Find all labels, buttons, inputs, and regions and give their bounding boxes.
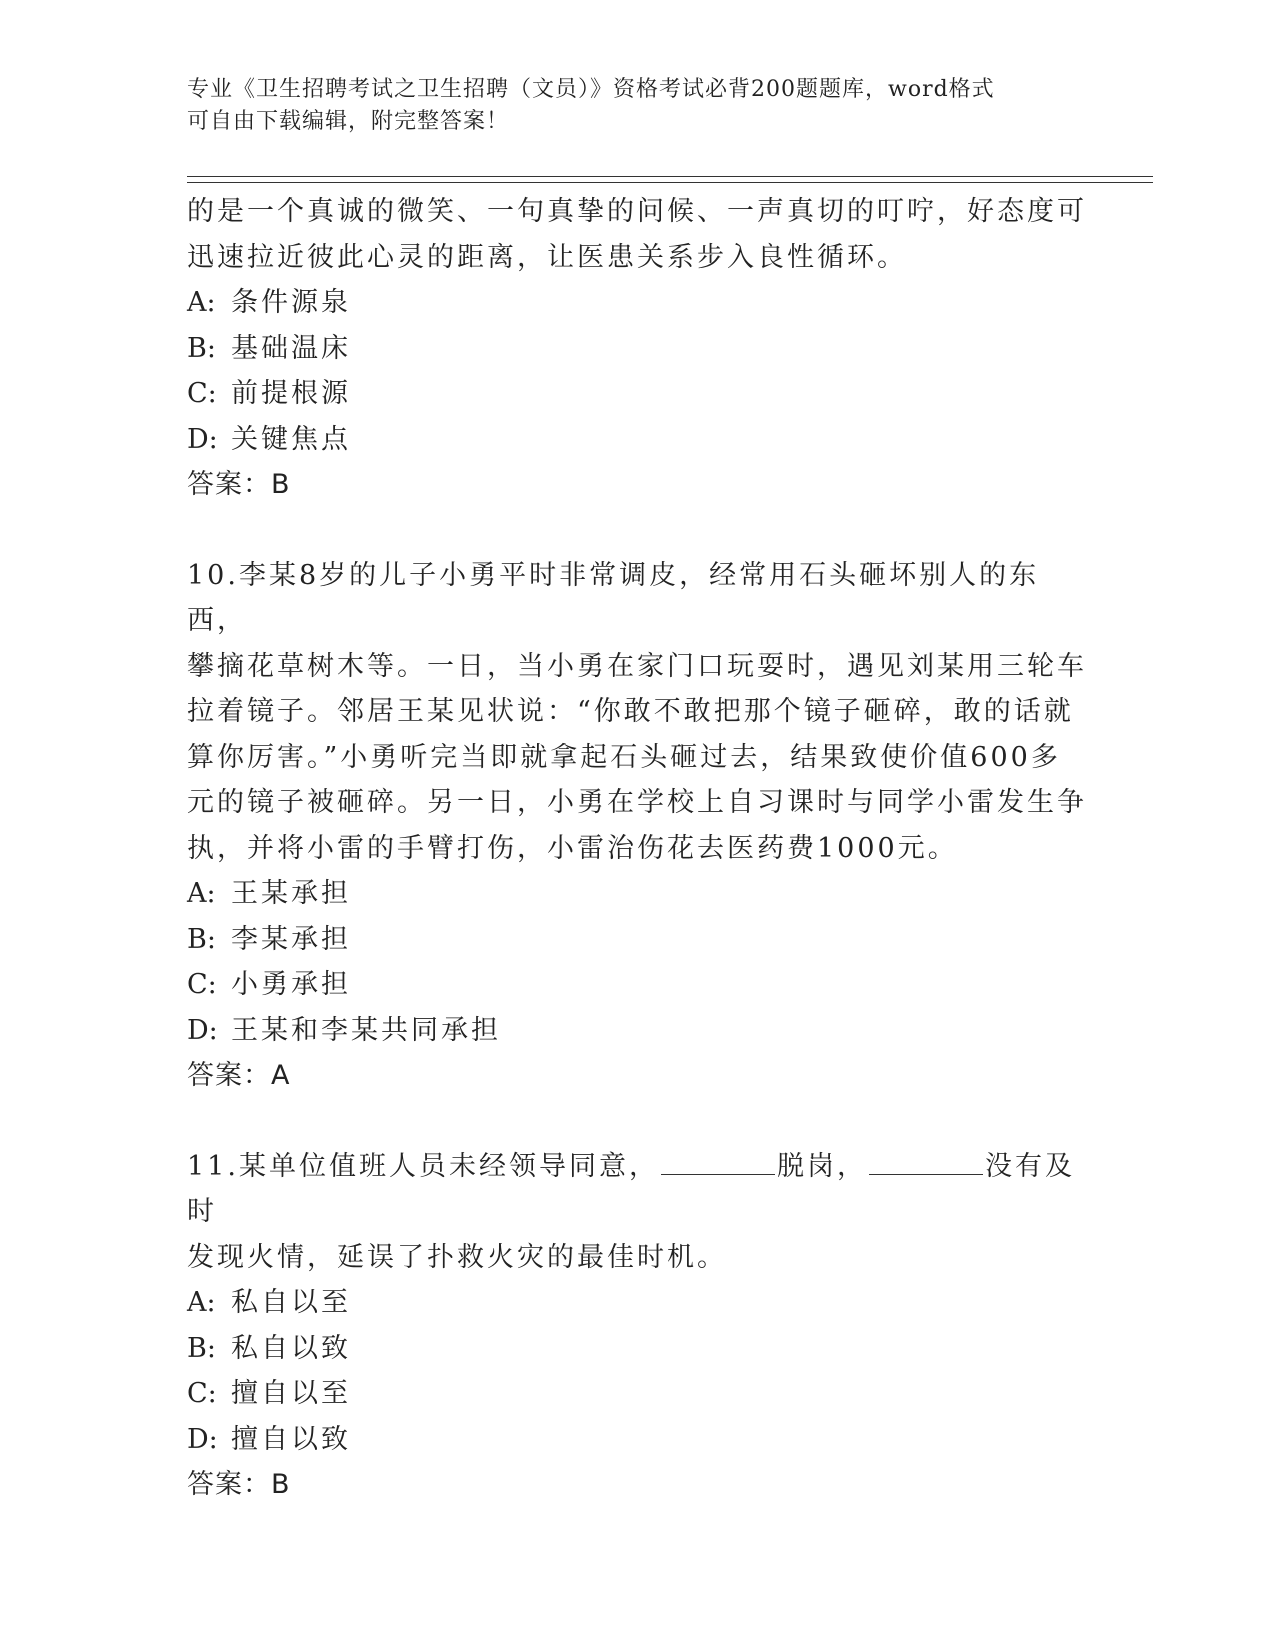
option-letter: A: <box>187 287 216 318</box>
option-text: 前提根源 <box>231 378 351 409</box>
option-a <box>187 871 1087 917</box>
option-letter: C: <box>187 1378 217 1409</box>
option-text: 关键焦点 <box>231 423 351 455</box>
option-letter: B: <box>187 332 216 364</box>
option-b <box>187 326 1087 372</box>
option-c <box>187 1371 1087 1417</box>
option-b <box>187 917 1087 963</box>
option-letter: B: <box>187 923 216 955</box>
fill-in-blank <box>869 1152 983 1175</box>
question-text-part: 脱岗， <box>776 1150 867 1182</box>
option-letter: A: <box>187 878 216 909</box>
option-text: 基础温床 <box>231 332 351 364</box>
option-b <box>187 1326 1087 1372</box>
question-text-line: 算你厉害。”小勇听完当即就拿起石头砸过去，结果致使价值600多 <box>187 741 1061 773</box>
question-text-line: 迅速拉近彼此心灵的距离，让医患关系步入良性循环。 <box>187 241 907 273</box>
question-text-part: 没有及时 <box>187 1150 1075 1227</box>
question-text-part: 11.某单位值班人员未经领导同意， <box>187 1150 659 1182</box>
option-text: 擅自以致 <box>231 1423 351 1455</box>
option-c <box>187 371 1087 417</box>
option-d <box>187 1008 1087 1054</box>
option-letter: C: <box>187 969 217 1000</box>
option-d <box>187 1417 1087 1463</box>
answer-line: 答案：B <box>187 1469 291 1500</box>
question-10 <box>187 553 1087 1099</box>
question-11 <box>187 1144 1087 1508</box>
option-d <box>187 417 1087 463</box>
header-title-line2: 可自由下载编辑，附完整答案！ <box>187 109 510 134</box>
header-title-line1: 专业《卫生招聘考试之卫生招聘（文员）》资格考试必背200题题库，word格式 <box>187 77 995 102</box>
question-text-line: 攀摘花草树木等。一日，当小勇在家门口玩耍时，遇见刘某用三轮车 <box>187 650 1087 682</box>
question-text-line: 拉着镜子。邻居王某见状说：“你敢不敢把那个镜子砸碎，敢的话就 <box>187 696 1074 727</box>
option-text: 小勇承担 <box>231 969 351 1000</box>
option-c <box>187 962 1087 1008</box>
option-letter: D: <box>187 423 218 455</box>
answer-line: 答案：B <box>187 469 291 500</box>
option-text: 王某和李某共同承担 <box>231 1014 501 1046</box>
option-a <box>187 280 1087 326</box>
question-text-line <box>187 1144 1087 1235</box>
question-text-line: 的是一个真诚的微笑、一句真挚的问候、一声真切的叮咛，好态度可 <box>187 196 1087 227</box>
question-list <box>187 189 1087 1508</box>
option-letter: B: <box>187 1332 216 1364</box>
question-text-line: 执，并将小雷的手臂打伤，小雷治伤花去医药费1000元。 <box>187 832 958 864</box>
fill-in-blank <box>661 1152 775 1175</box>
option-letter: A: <box>187 1287 216 1318</box>
answer-line: 答案：A <box>187 1060 291 1091</box>
option-text: 王某承担 <box>231 878 351 909</box>
question-9 <box>187 189 1087 508</box>
option-letter: C: <box>187 378 217 409</box>
question-text-line: 元的镜子被砸碎。另一日，小勇在学校上自习课时与同学小雷发生争 <box>187 787 1087 818</box>
option-text: 私自以至 <box>231 1287 351 1318</box>
option-letter: D: <box>187 1014 218 1046</box>
document-header <box>187 74 1067 138</box>
question-text-line: 发现火情，延误了扑救火灾的最佳时机。 <box>187 1241 727 1273</box>
option-text: 私自以致 <box>231 1332 351 1364</box>
option-text: 条件源泉 <box>231 287 351 318</box>
option-text: 擅自以至 <box>231 1378 351 1409</box>
header-divider-bottom <box>187 182 1153 183</box>
option-text: 李某承担 <box>231 923 351 955</box>
option-letter: D: <box>187 1423 218 1455</box>
option-a <box>187 1280 1087 1326</box>
question-text-line: 10.李某8岁的儿子小勇平时非常调皮，经常用石头砸坏别人的东西， <box>187 559 1040 636</box>
header-divider-top <box>187 176 1153 177</box>
